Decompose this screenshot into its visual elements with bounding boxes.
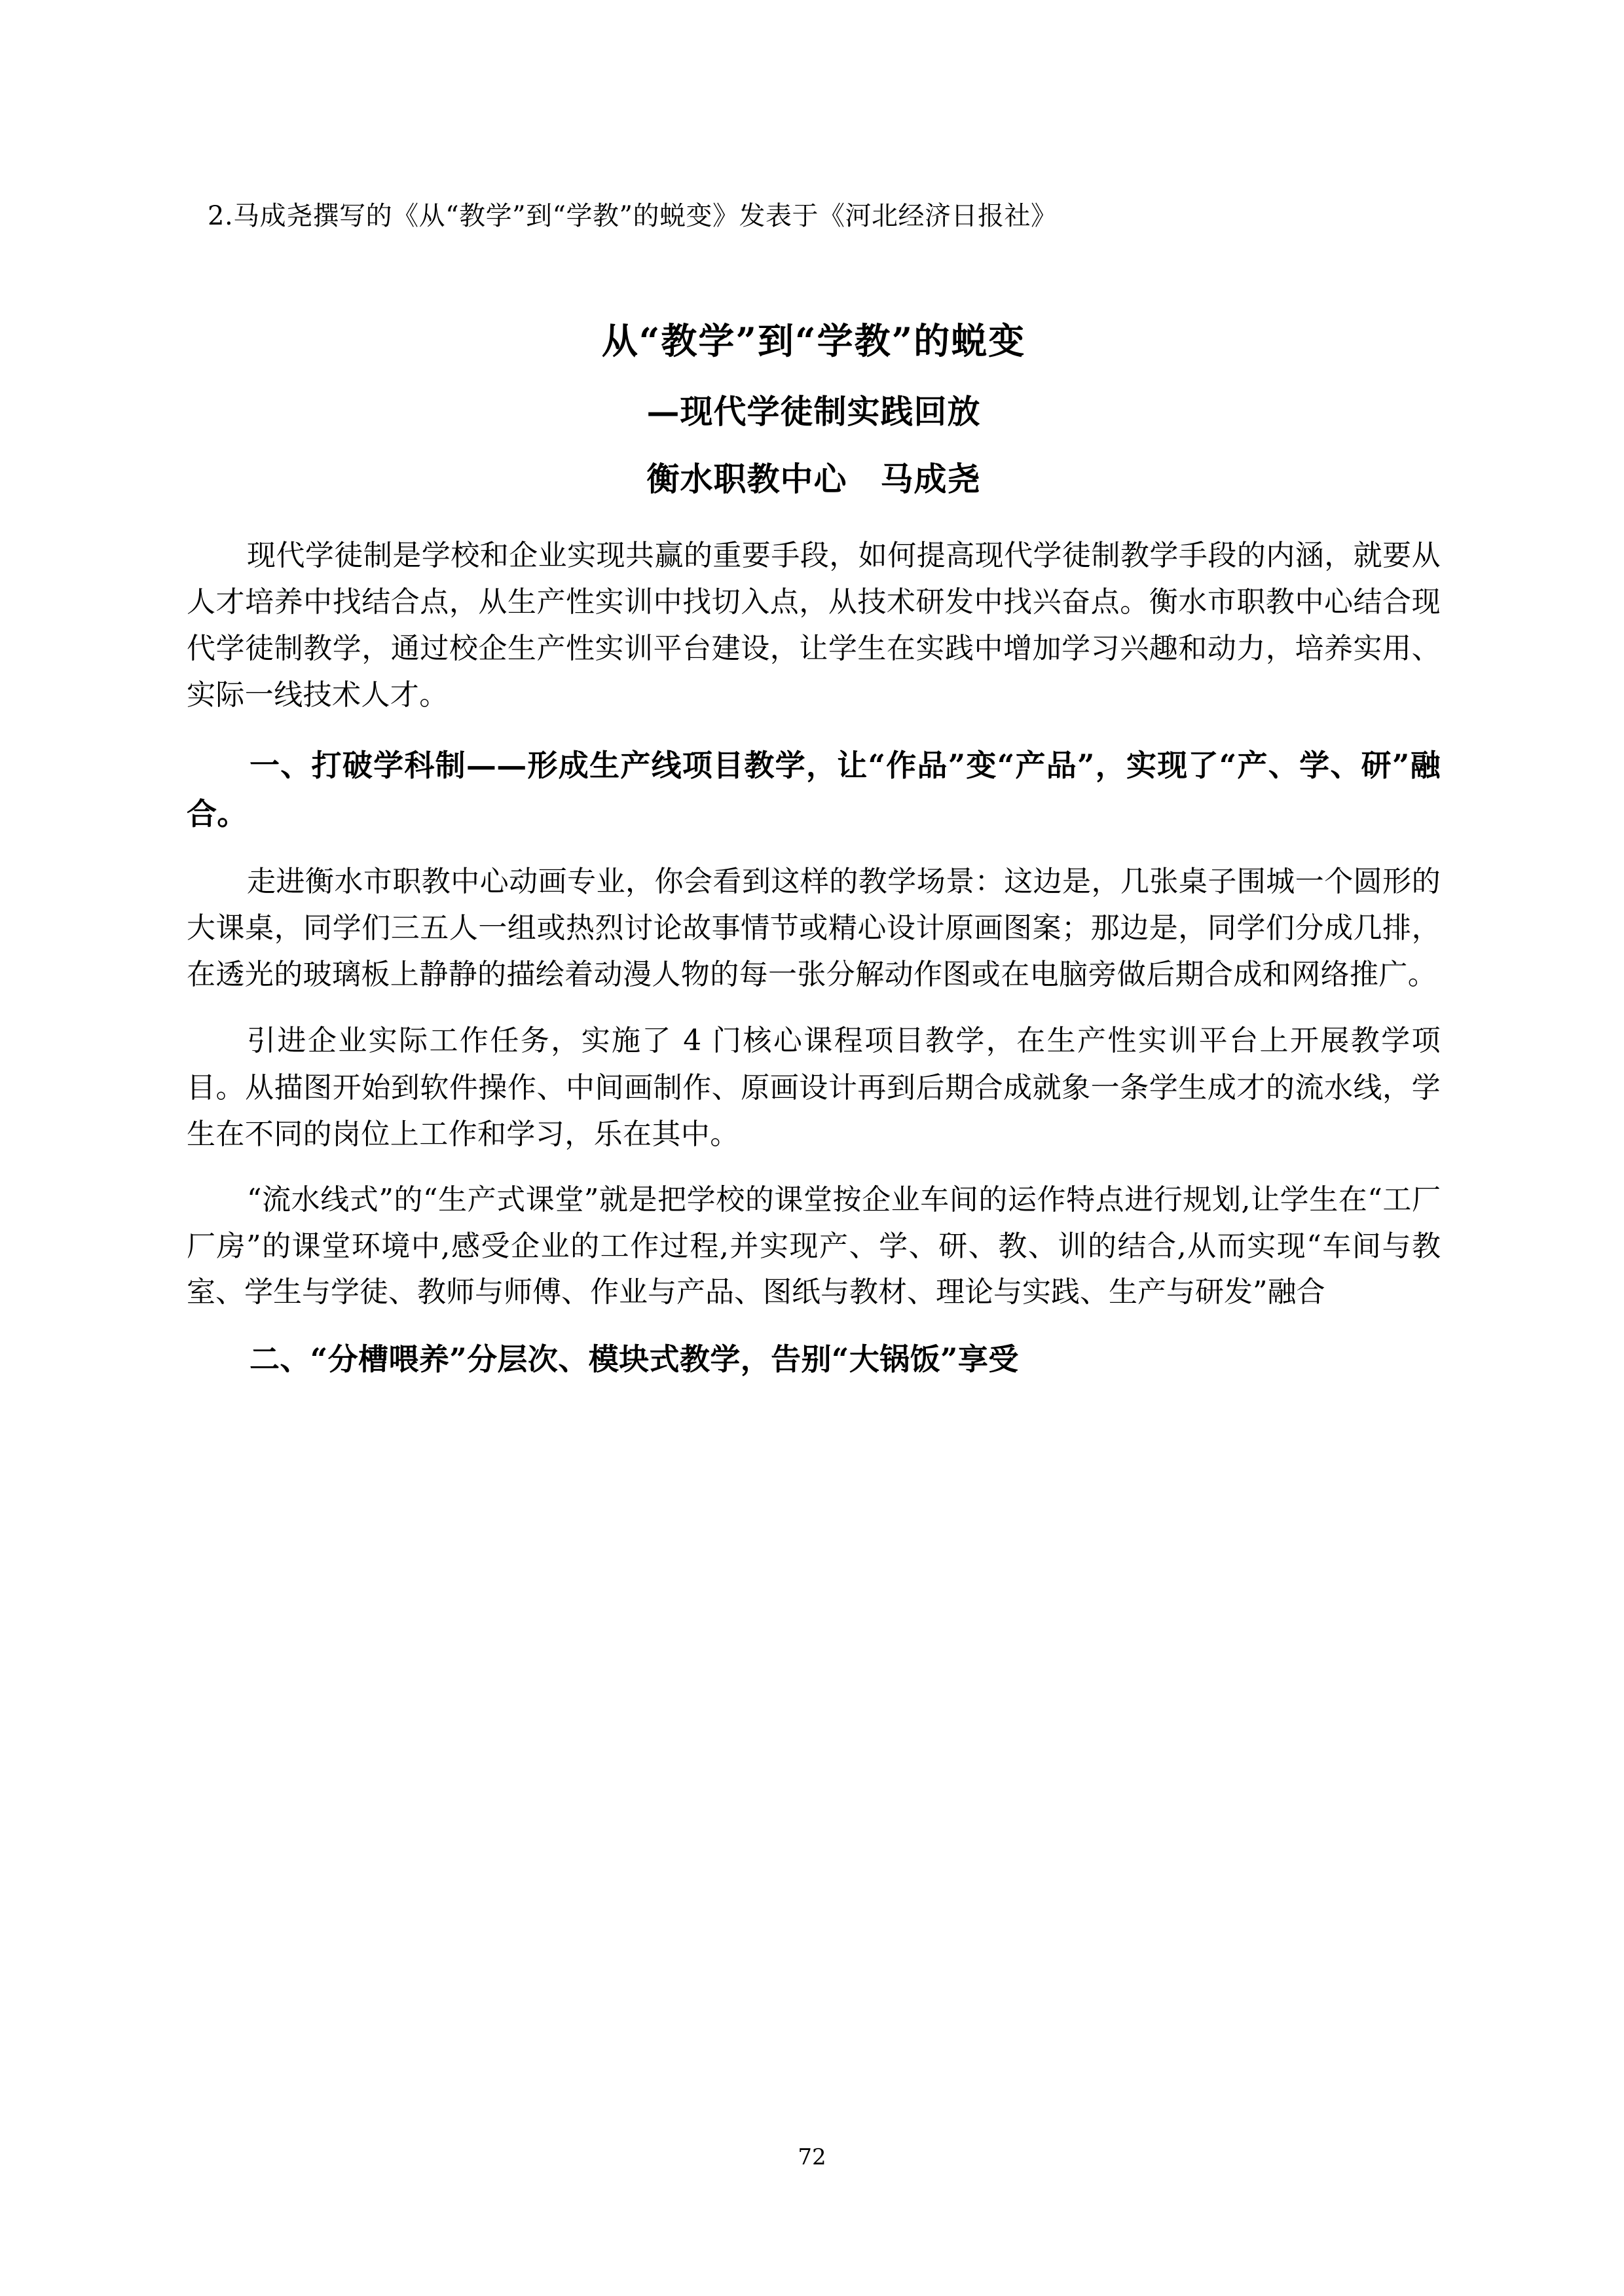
lead-note: 2.马成尧撰写的《从“教学”到“学教”的蜕变》发表于《河北经济日报社》 bbox=[208, 201, 1058, 231]
page-title: 从“教学”到“学教”的蜕变 bbox=[601, 319, 1026, 362]
page-number: 72 bbox=[798, 2144, 826, 2170]
byline: 衡水职教中心 马成尧 bbox=[646, 459, 981, 498]
title-block bbox=[187, 314, 1441, 503]
section-heading-two: 二、“分槽喂养”分层次、模块式教学，告别“大锅饭”享受 bbox=[249, 1341, 1019, 1377]
paragraph-projects: 引进企业实际工作任务，实施了 4 门核心课程项目教学，在生产性实训平台上开展教学项目。从描图开始到软件操作、中间画制作、原画设计再到后期合成就象一条学生成才的流水线，学生在不同的岗位上工作和学习，乐在其中。 bbox=[187, 1024, 1441, 1151]
paragraph-scene: 走进衡水市职教中心动画专业，你会看到这样的教学场景：这边是，几张桌子围城一个圆形的大课桌，同学们三五人一组或热烈讨论故事情节或精心设计原画图案；那边是，同学们分成几排，在透光的玻璃板上静静的描绘着动漫人物的每一张分解动作图或在电脑旁做后期合成和网络推广。 bbox=[187, 864, 1441, 992]
page-subtitle: —现代学徒制实践回放 bbox=[646, 392, 981, 431]
paragraph-intro: 现代学徒制是学校和企业实现共赢的重要手段，如何提高现代学徒制教学手段的内涵，就要从人才培养中找结合点，从生产性实训中找切入点，从技术研发中找兴奋点。衡水市职教中心结合现代学徒制教学，通过校企生产性实训平台建设，让学生在实践中增加学习兴趣和动力，培养实用、实际一线技术人才。 bbox=[187, 538, 1441, 712]
paragraph-production-classroom: “流水线式”的“生产式课堂”就是把学校的课堂按企业车间的运作特点进行规划,让学生在“工厂厂房”的课堂环境中,感受企业的工作过程,并实现产、学、研、教、训的结合,从而实现“车间与教室、学生与学徒、教师与师傅、作业与产品、图纸与教材、理论与实践、生产与研发”融合 bbox=[187, 1183, 1441, 1309]
section-heading-one: 一、打破学科制——形成生产线项目教学，让“作品”变“产品”，实现了“产、学、研”融合。 bbox=[187, 747, 1441, 832]
page-content bbox=[187, 196, 1441, 1384]
